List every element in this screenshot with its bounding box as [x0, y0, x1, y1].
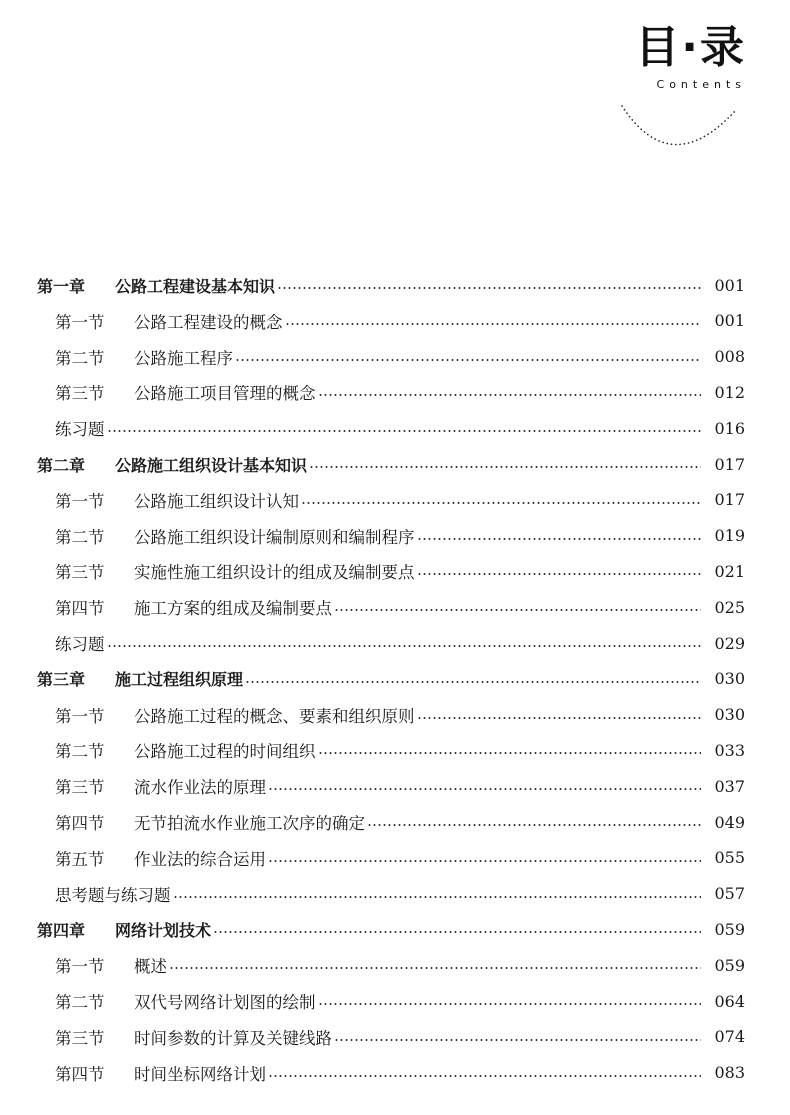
toc-entry-number: 第三节: [55, 384, 105, 404]
toc-section-row[interactable]: [55, 843, 745, 873]
toc-page-number: 025: [714, 597, 745, 617]
toc-entry-number: 第一节: [55, 957, 105, 977]
dot-leader: [245, 681, 701, 683]
toc-page-number: 033: [714, 740, 745, 760]
toc-entry-number: 第一章: [37, 276, 86, 296]
toc-page-number: 021: [714, 561, 745, 581]
dot-leader: [318, 394, 702, 396]
dot-leader: [277, 287, 701, 289]
toc-section-row[interactable]: [55, 879, 745, 909]
toc-section-row[interactable]: [55, 807, 745, 837]
toc-page-number: 001: [714, 275, 745, 295]
toc-chapter-row[interactable]: [37, 664, 745, 694]
toc-entry-title: 时间参数的计算及关键线路: [134, 1028, 332, 1048]
dot-leader: [268, 1075, 701, 1077]
toc-entry-title: 公路工程建设的概念: [134, 312, 283, 332]
dot-leader: [318, 1003, 702, 1005]
toc-page-number: 008: [714, 347, 745, 367]
toc-chapter-row[interactable]: [37, 270, 745, 300]
toc-entry-title: 公路施工项目管理的概念: [134, 384, 316, 404]
toc-page-number: 030: [714, 669, 745, 689]
toc-page-number: 001: [714, 311, 745, 331]
toc-page-number: 064: [714, 991, 745, 1011]
toc-page-number: 029: [714, 633, 745, 653]
dot-leader: [417, 717, 702, 719]
toc-entry-number: 第四节: [55, 1064, 105, 1084]
toc-entry-title: 概述: [134, 957, 167, 977]
toc-entry-title: 无节拍流水作业施工次序的确定: [134, 814, 365, 833]
dot-leader: [334, 609, 701, 611]
toc-entry-number: 第三章: [37, 670, 86, 690]
toc-page-number: 057: [714, 884, 745, 904]
dot-leader: [417, 538, 702, 540]
toc-entry-number: 第一节: [55, 491, 105, 511]
toc-section-row[interactable]: [55, 377, 745, 407]
dot-leader: [285, 323, 702, 325]
page-title: 目·录: [635, 22, 746, 73]
toc-section-row[interactable]: [55, 413, 745, 443]
toc-entry-title: 公路施工过程的时间组织: [134, 742, 316, 762]
dot-leader: [417, 573, 702, 575]
dot-leader: [334, 1039, 701, 1041]
toc-page-number: 083: [714, 1063, 745, 1083]
page-subtitle: Contents: [656, 78, 746, 91]
toc-section-row[interactable]: [55, 342, 745, 372]
toc-page-number: 019: [714, 526, 745, 546]
toc-entry-title: 练习题: [55, 635, 105, 654]
toc-entry-title: 公路施工过程的概念、要素和组织原则: [134, 706, 415, 726]
dot-leader: [301, 502, 701, 504]
toc-section-row[interactable]: [55, 950, 745, 980]
toc-entry-number: 第一节: [55, 706, 105, 726]
toc-page-number: 074: [714, 1027, 745, 1047]
toc-entry-title: 思考题与练习题: [55, 885, 171, 905]
toc-entry-number: 第二节: [55, 348, 105, 368]
toc-entry-title: 公路施工组织设计基本知识: [115, 455, 308, 475]
toc-page-number: 017: [714, 454, 745, 474]
toc-entry-number: 第二节: [55, 993, 105, 1012]
toc-entry-number: 第二节: [55, 527, 105, 547]
toc-page-number: 059: [714, 955, 745, 975]
contents-header: [616, 22, 746, 142]
toc-entry-number: 第五节: [55, 849, 105, 869]
toc-section-row[interactable]: [55, 306, 745, 336]
dot-leader: [318, 752, 702, 754]
dot-leader: [107, 430, 702, 432]
toc-page-number: 016: [714, 418, 745, 438]
dot-leader: [367, 824, 701, 826]
toc-chapter-row[interactable]: [37, 914, 745, 944]
dot-leader: [268, 788, 701, 790]
toc-section-row[interactable]: [55, 1022, 745, 1052]
toc-entry-number: 第四节: [55, 599, 105, 619]
toc-section-row[interactable]: [55, 485, 745, 515]
toc-section-row[interactable]: [55, 986, 745, 1016]
toc-entry-title: 双代号网络计划图的绘制: [134, 993, 316, 1012]
toc-entry-number: 第四章: [37, 920, 86, 940]
toc-entry-title: 实施性施工组织设计的组成及编制要点: [134, 563, 415, 583]
toc-section-row[interactable]: [55, 592, 745, 622]
dot-leader: [169, 967, 701, 969]
toc-section-row[interactable]: [55, 521, 745, 551]
toc-entry-title: 施工方案的组成及编制要点: [134, 599, 332, 619]
toc-entry-title: 公路施工组织设计编制原则和编制程序: [134, 527, 415, 547]
toc-entry-title: 施工过程组织原理: [115, 670, 244, 690]
toc-section-row[interactable]: [55, 735, 745, 765]
toc-page-number: 012: [714, 382, 745, 402]
toc-section-row[interactable]: [55, 771, 745, 801]
toc-entry-number: 第四节: [55, 814, 105, 833]
toc-entry-title: 作业法的综合运用: [134, 849, 266, 869]
dot-leader: [309, 466, 701, 468]
toc-page-number: 055: [714, 848, 745, 868]
toc-entry-number: 第一节: [55, 312, 105, 332]
toc-section-row[interactable]: [55, 700, 745, 730]
toc-entry-title: 网络计划技术: [115, 920, 212, 940]
toc-page-number: 030: [714, 705, 745, 725]
toc-entry-title: 练习题: [55, 420, 105, 440]
toc-chapter-row[interactable]: [37, 449, 745, 479]
dotted-arc-ornament: [616, 96, 746, 162]
toc-entry-title: 公路施工组织设计认知: [134, 491, 299, 511]
toc-page-number: 017: [714, 490, 745, 510]
toc-entry-number: 第二节: [55, 742, 105, 762]
toc-entry-number: 第三节: [55, 778, 105, 798]
toc-section-row[interactable]: [55, 628, 745, 658]
dot-leader: [268, 860, 701, 862]
toc-entry-title: 时间坐标网络计划: [134, 1064, 266, 1084]
toc-entry-title: 公路工程建设基本知识: [115, 276, 276, 296]
toc-section-row[interactable]: [55, 556, 745, 586]
toc-page-number: 059: [714, 919, 745, 939]
dot-leader: [173, 896, 702, 898]
toc-entry-number: 第三节: [55, 563, 105, 583]
toc-entry-number: 第三节: [55, 1028, 105, 1048]
toc-section-row[interactable]: [55, 1058, 745, 1088]
toc-page-number: 049: [714, 812, 745, 832]
toc-entry-title: 公路施工程序: [134, 348, 233, 368]
toc-entry-number: 第二章: [37, 455, 86, 475]
toc-page-number: 037: [714, 776, 745, 796]
dot-leader: [107, 645, 702, 647]
toc-entry-title: 流水作业法的原理: [134, 778, 266, 798]
dot-leader: [213, 931, 701, 933]
dot-leader: [235, 359, 701, 361]
